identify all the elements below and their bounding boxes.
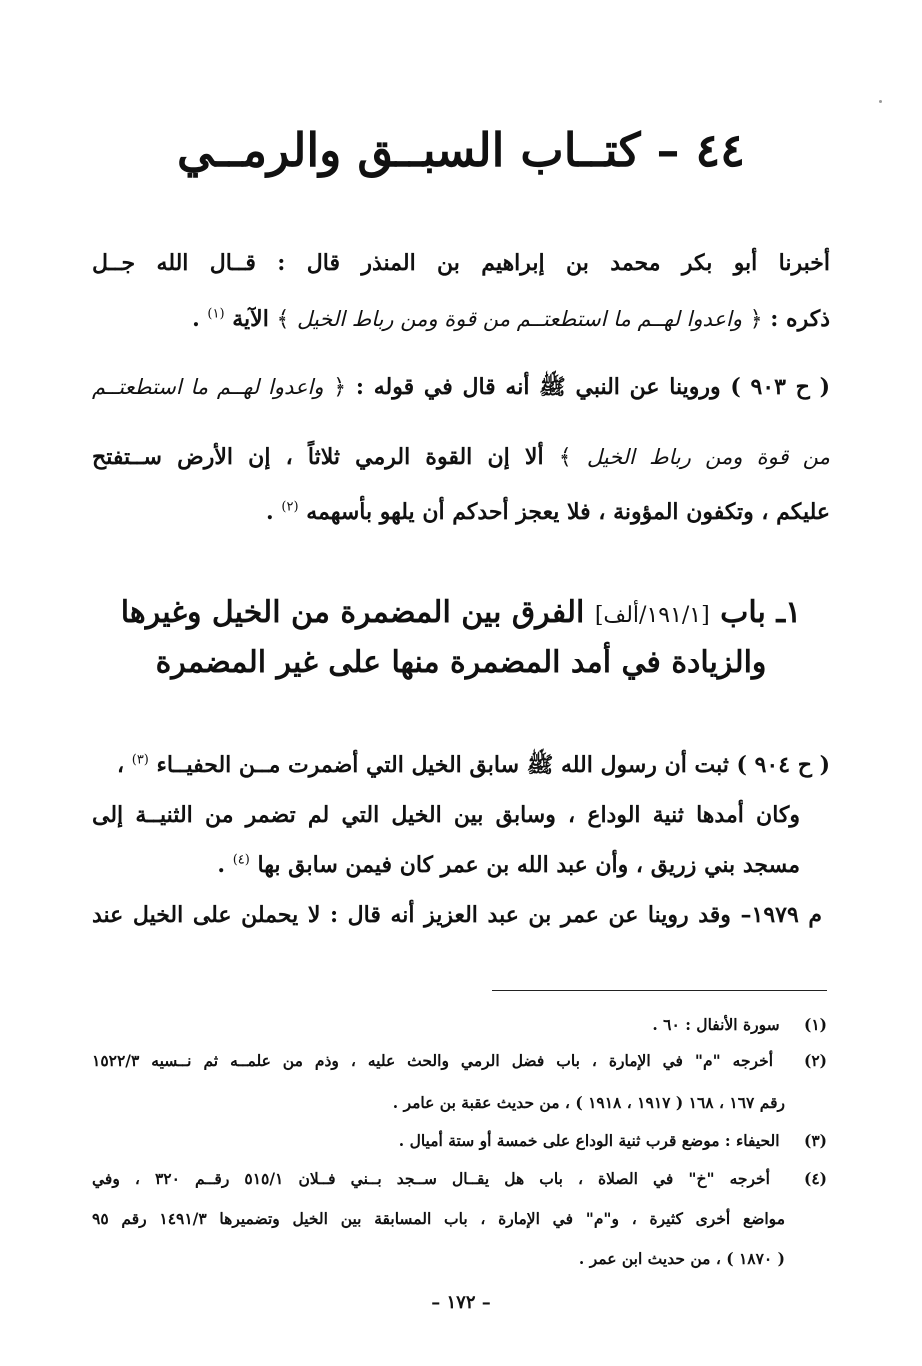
footnote-4 [92,1164,827,1194]
hadith-904-line-1 [92,748,830,782]
chapter-number: ١ـ باب [720,595,802,630]
footnote-2-continuation: رقم ١٦٧ ، ١٦٨ ( ١٩١٧ ، ١٩١٨ ) ، من حديث عقبة بن عامر . [392,1093,785,1112]
footnote-3 [92,1126,827,1156]
footnote-2-line-1: أخرجه "م" في الإمارة ، باب فضل الرمي والحث عليه ، وذم من علمــه ثم نــسيه ١٥٢٢/٣ [92,1051,773,1070]
intro-line-1: أخبرنا أبو بكر محمد بن إبراهيم بن المنذر قال : قــال الله جــل [92,250,830,276]
hadith-903-line-1 [92,370,830,405]
hadith-903-period: . [266,499,274,525]
footnote-2-number: (٢) [803,1051,827,1070]
hadith-904-line-3 [92,848,800,882]
quran-verse-2a: واعدوا لهــم ما استطعتــم [92,375,324,399]
hadith-904-comma: ، [116,752,125,778]
footnote-2 [92,1046,827,1076]
manuscript-ref: [١٩١/١/ألف] [594,603,710,628]
chapter-heading-line-1 [100,590,822,639]
footnote-4-continuation-1: مواضع أخرى كثيرة ، و"م" في الإمارة ، باب المسابقة بين الخيل وتضميرها ١٤٩١/٣ رقم ٩٥ [92,1209,785,1228]
hadith-904-text-3: مسجد بني زريق ، وأن عبد الله بن عمر كان فيمن سابق بها [257,852,800,878]
hadith-904-period: . [217,852,226,878]
hadith-904-text-1: ( ح ٩٠٤ ) ثبت أن رسول الله ﷺ سابق الخيل التي أضمرت مــن الحفيــاء [156,752,830,778]
hadith-904-line-2: وكان أمدها ثنية الوداع ، وسابق بين الخيل التي لم تضمر من الثنيــة إلى [92,802,800,828]
footnote-4-line-1: أخرجه "خ" في الصلاة ، باب هل يقــال ســجد بــني فــلان ٥١٥/١ رقــم ٣٢٠ ، وفي [92,1169,770,1188]
quran-verse-1: واعدوا لهــم ما استطعتــم من قوة ومن رباط الخيل [297,307,743,331]
footnote-separator [492,990,827,991]
quran-close-bracket: ﴾ [276,307,290,332]
hadith-903-text-end: عليكم ، وتكفون المؤونة ، فلا يعجز أحدكم أن يلهو بأسهمه [306,499,830,525]
footnote-1-text: سورة الأنفال : ٦٠ . [652,1015,780,1034]
intro-line-2 [92,302,830,337]
footnote-3-number: (٣) [803,1131,827,1150]
intro-ayah-word: الآية [232,306,269,332]
footnote-ref-2: (٢) [281,499,299,515]
m-1979-line-1: م ١٩٧٩– وقد روينا عن عمر بن عبد العزيز أنه قال : لا يحملن على الخيل عند [92,902,823,928]
quran-open-bracket-2: ﴿ [333,375,347,400]
footnote-ref-4: (٤) [232,852,250,868]
intro-line-2-end: . [192,306,200,332]
footnote-4-number: (٤) [804,1169,828,1188]
quran-verse-2b: من قوة ومن رباط الخيل [586,445,830,469]
chapter-heading-line-2: والزيادة في أمد المضمرة منها على غير المضمرة [155,645,767,680]
intro-line-2-start: ذكره : [770,306,830,332]
footnote-3-text: الحيفاء : موضع قرب ثنية الوداع على خمسة أو ستة أميال . [398,1131,780,1150]
footnote-ref-3: (٣) [131,752,149,768]
scan-speck [879,100,882,103]
footnote-4-continuation-2: ( ١٨٧٠ ) ، من حديث ابن عمر . [578,1249,785,1268]
hadith-903-line-2 [92,440,830,475]
hadith-903-line-3 [92,495,830,529]
chapter-title-a: الفرق بين المضمرة من الخيل وغيرها [120,595,585,630]
footnote-1 [92,1010,827,1040]
hadith-903-intro: ( ح ٩٠٣ ) وروينا عن النبي ﷺ أنه قال في قوله : [355,374,831,400]
book-title: ٤٤ – كتــاب السبــق والرمــي [177,123,745,177]
page-number: – ١٧٢ – [431,1292,491,1313]
footnote-1-number: (١) [803,1015,827,1034]
hadith-903-text: ألا إن القوة الرمي ثلاثاً ، إن الأرض ســتفتح [92,444,544,470]
footnote-ref-1: (١) [207,306,225,322]
quran-open-bracket: ﴿ [749,307,763,332]
quran-close-bracket-2: ﴾ [558,445,572,470]
